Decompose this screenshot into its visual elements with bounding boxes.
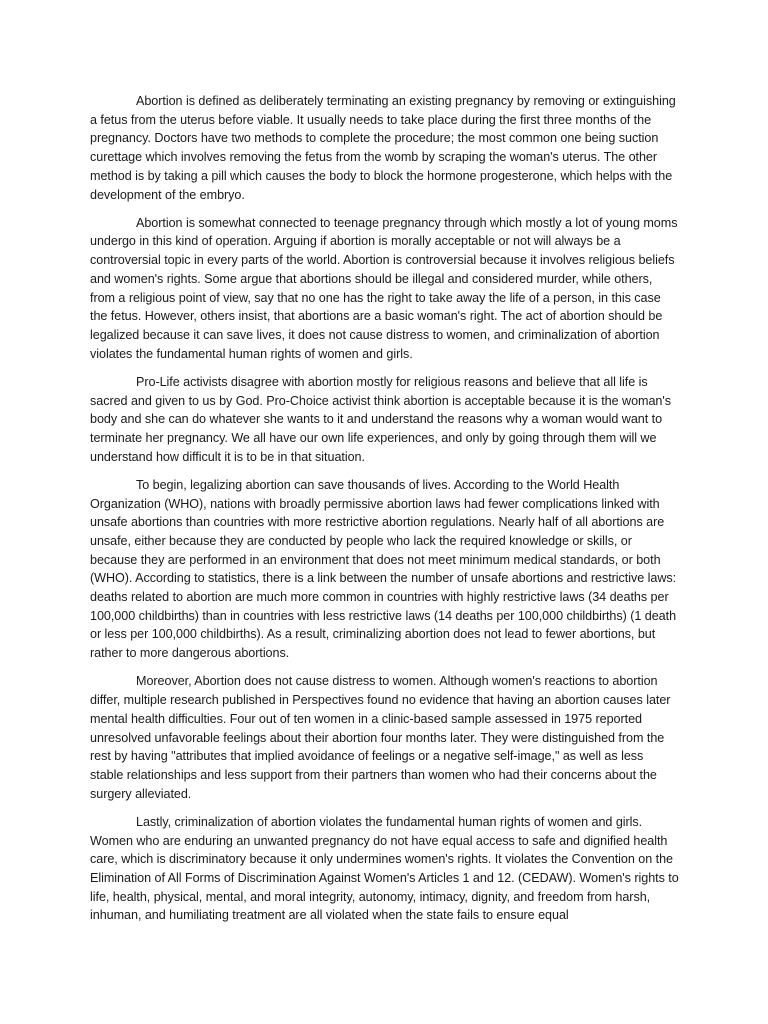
paragraph-no-distress: Moreover, Abortion does not cause distress to women. Although women's reactions to abortion differ, multiple research published in Perspectives found no evidence that having an abortion causes later mental health difficulties. Four out of ten women in a clinic-based sample assessed in 1975 reported unresolved unfavorable feelings about their abortion four months later. They were distinguished from the rest by having "attributes that implied avoidance of feelings or a negative self-image," as well as less stable relationships and less support from their partners than women who had their concerns about the surgery alleviated.	[90, 674, 671, 801]
paragraph-human-rights: Lastly, criminalization of abortion violates the fundamental human rights of women and girls. Women who are enduring an unwanted pregnancy do not have equal access to safe and dignified health care, which is discriminatory because it only undermines women's rights. It violates the Convention on the Elimination of All Forms of Discrimination Against Women's Articles 1 and 12. (CEDAW). Women's rights to life, health, physical, mental, and moral integrity, autonomy, intimacy, dignity, and freedom from harsh, inhuman, and humiliating treatment are all violated when the state fails to ensure equal	[90, 814, 679, 923]
paragraph-saves-lives: To begin, legalizing abortion can save thousands of lives. According to the World Health Organization (WHO), nations with broadly permissive abortion laws had fewer complications linked with unsafe abortions than countries with more restrictive abortion regulations. Nearly half of all abortions are unsafe, either because they are conducted by people who lack the required knowledge or skills, or because they are performed in an environment that does not meet minimum medical standards, or both (WHO). According to statistics, there is a link between the number of unsafe abortions and restrictive laws: deaths related to abortion are much more common in countries with highly restrictive laws (34 deaths per 100,000 childbirths) than in countries with less restrictive laws (14 deaths per 100,000 childbirths) (1 death or less per 100,000 childbirths). As a result, criminalizing abortion does not lead to fewer abortions, but rather to more dangerous abortions.	[90, 477, 677, 661]
paragraph-pro-life-pro-choice: Pro-Life activists disagree with abortion mostly for religious reasons and believe that all life is sacred and given to us by God. Pro-Choice activist think abortion is acceptable because it is the woman's body and she can do whatever she wants to it and understand the reasons why a woman would want to terminate her pregnancy. We all have our own life experiences, and only by going through them will we understand how difficult it is to be in that situation.	[90, 374, 671, 464]
paragraph-controversy: Abortion is somewhat connected to teenage pregnancy through which mostly a lot of young moms undergo in this kind of operation. Arguing if abortion is morally acceptable or not will always be a controversial topic in every parts of the world. Abortion is controversial because it involves religious beliefs and women's rights. Some argue that abortions should be illegal and considered murder, while others, from a religious point of view, say that no one has the right to take away the life of a person, in this case the fetus. However, others insist, that abortions are a basic woman's right. The act of abortion should be legalized because it can save lives, it does not cause distress to women, and criminalization of abortion violates the fundamental human rights of women and girls.	[90, 215, 678, 361]
document-body	[90, 92, 679, 935]
paragraph-definition: Abortion is defined as deliberately terminating an existing pregnancy by removing or extinguishing a fetus from the uterus before viable. It usually needs to take place during the first three months of the pregnancy. Doctors have two methods to complete the procedure; the most common one being suction curettage which involves removing the fetus from the womb by scraping the woman's uterus. The other method is by taking a pill which causes the body to block the hormone progesterone, which helps with the development of the embryo.	[90, 94, 676, 202]
